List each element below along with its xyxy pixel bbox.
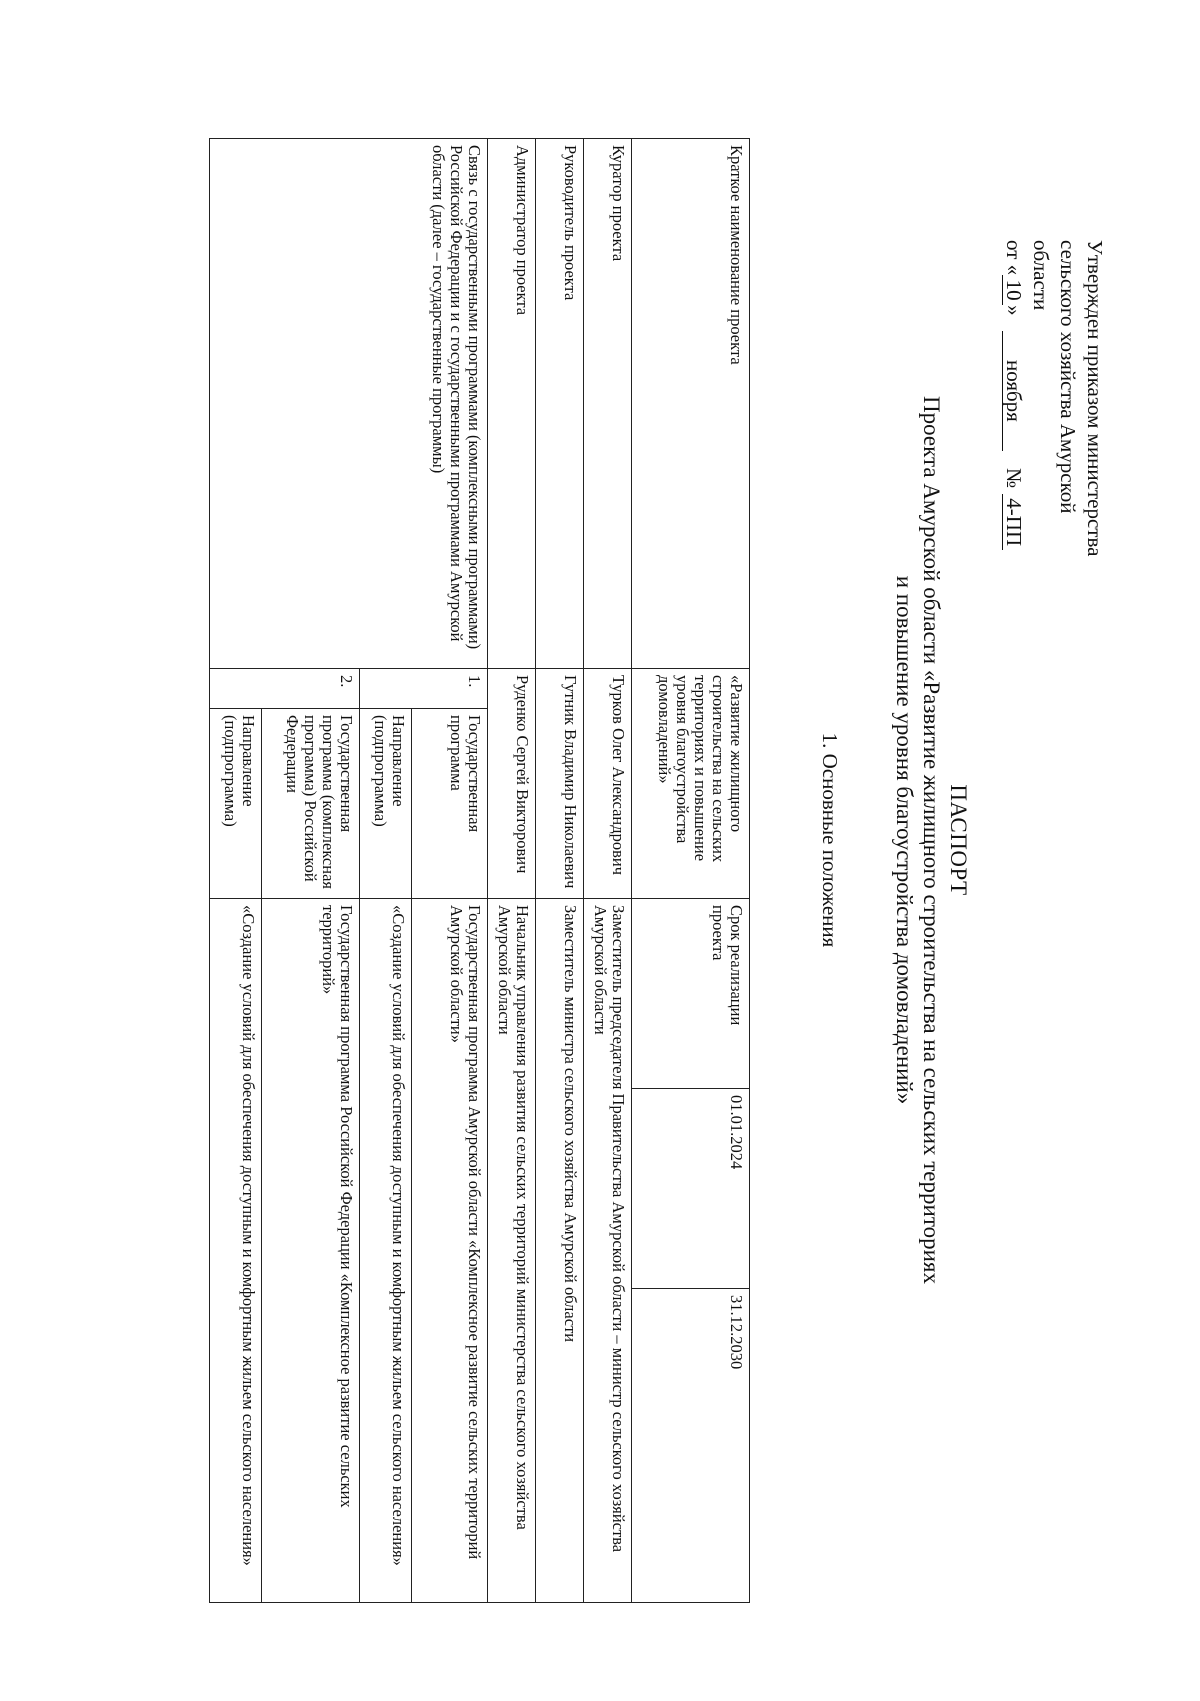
program-2-type: Государственная программа (комплексная программа) Российской Федерации xyxy=(262,709,360,899)
head-label: Руководитель проекта xyxy=(536,139,584,669)
program-2-sub-value: «Создание условий для обеспечения доступным и комфортным жильем сельского населения» xyxy=(210,899,262,1603)
date-mid: » xyxy=(1002,305,1026,316)
term-start: 01.01.2024 xyxy=(632,1089,750,1289)
program-2-number: 2. xyxy=(210,669,360,709)
number-sign: № xyxy=(1002,468,1026,489)
admin-position: Начальник управления развития сельских территорий министерства сельского хозяйства Амурской области xyxy=(488,899,536,1603)
admin-label: Администратор проекта xyxy=(488,139,536,669)
short-name-value: «Развитие жилищного строительства на сельских территориях и повышение уровня благоустройства домовладений» xyxy=(632,669,750,899)
document-title xyxy=(891,140,972,1540)
section-title: 1. Основные положения xyxy=(818,732,842,948)
term-label: Срок реализации проекта xyxy=(632,899,750,1089)
links-label: Связь с государственными программами (комплексными программами) Российской Федерации и с государственными программами Амурской области (далее – государственные программы) xyxy=(210,139,488,669)
curator-position: Заместитель председателя Правительства Амурской области – министр сельского хозяйства Амурской области xyxy=(584,899,632,1603)
approval-line-1: Утвержден приказом министерства xyxy=(1083,240,1107,557)
program-1-value: Государственная программа Амурской области «Комплексное развитие сельских территорий Амурской области» xyxy=(412,899,488,1603)
approval-number: 4-ПП xyxy=(1002,494,1025,550)
table-row xyxy=(632,139,750,1603)
head-name: Гутник Владимир Николаевич xyxy=(536,669,584,899)
head-position: Заместитель министра сельского хозяйства Амурской области xyxy=(536,899,584,1603)
program-2-sub-type: Направление (подпрограмма) xyxy=(210,709,262,899)
short-name-label: Краткое наименование проекта xyxy=(632,139,750,669)
table-row xyxy=(488,139,536,1603)
table-row xyxy=(536,139,584,1603)
program-1-sub-type: Направление (подпрограмма) xyxy=(360,709,412,899)
title-line-1: Проекта Амурской области «Развитие жилищного строительства на сельских территориях xyxy=(919,396,944,1284)
passport-table xyxy=(209,138,750,1603)
approval-line-2: сельского хозяйства Амурской xyxy=(1056,240,1080,514)
program-1-sub-value: «Создание условий для обеспечения доступным и комфортным жильем сельского населения» xyxy=(360,899,412,1603)
table-row xyxy=(584,139,632,1603)
title-line-2: и повышение уровня благоустройства домовладений» xyxy=(892,575,917,1105)
term-end: 31.12.2030 xyxy=(632,1289,750,1603)
approval-line-3: области xyxy=(1029,240,1053,311)
program-2-value: Государственная программа Российской Федерации «Комплексное развитие сельских территорий» xyxy=(262,899,360,1603)
program-1-number: 1. xyxy=(360,669,488,709)
table-row xyxy=(412,139,488,1603)
approval-month: ноября xyxy=(1002,331,1025,451)
approval-day: 10 xyxy=(1002,275,1025,305)
admin-name: Руденко Сергей Викторович xyxy=(488,669,536,899)
curator-name: Турков Олег Александрович xyxy=(584,669,632,899)
approval-stamp xyxy=(1000,240,1108,1000)
title-heading: ПАСПОРТ xyxy=(946,784,971,896)
curator-label: Куратор проекта xyxy=(584,139,632,669)
approval-date-line xyxy=(1000,240,1027,1000)
date-prefix: от « xyxy=(1002,240,1026,276)
program-1-type: Государственная программа xyxy=(412,709,488,899)
